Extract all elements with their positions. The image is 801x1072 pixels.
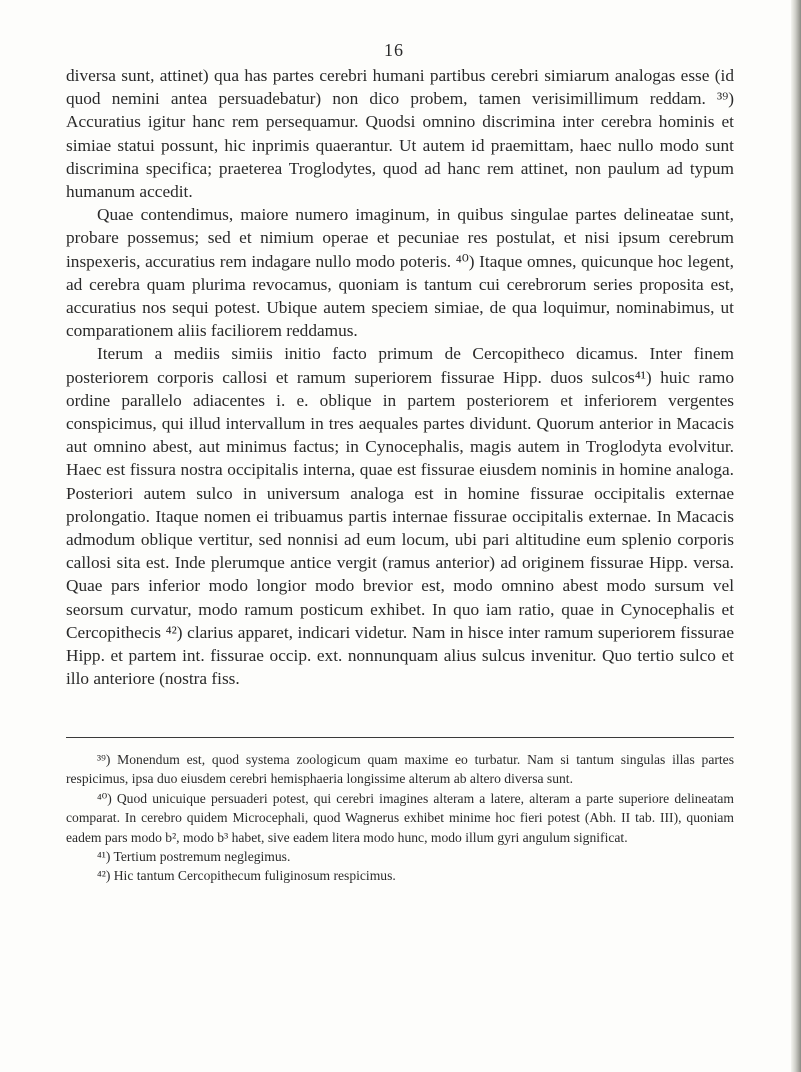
page-edge-shadow (791, 0, 801, 1072)
footnote-42: ⁴²) Hic tantum Cercopithecum fuliginosum respicimus. (97, 868, 396, 884)
footnotes (66, 750, 734, 886)
paragraph-3: Iterum a mediis simiis initio facto primum de Cercopitheco dicamus. Inter finem posteriorem corporis callosi et ramum superiorem fissurae Hipp. duos sulcos⁴¹) huic ramo ordine parallelo adiacentes i. e. oblique in partem posteriorem et inferiorem vergentes conspicimus, qui illud intervallum in tres aequales partes dividunt. Quorum anterior in Macacis aut omnino abest, aut minimus factus; in Cynocephalis, magis autem in Troglodyta evolvitur. Haec est fissura nostra occipitalis interna, quae est fissurae eiusdem nominis in homine analoga. Posteriori autem sulco in universum analoga est in homine fissurae occipitalis externae prolongatio. Itaque nomen ei tribuamus partis internae fissurae occipitalis externae. In Macacis admodum oblique vertitur, sed nonnisi ad eum locum, ubi pari altitudine eum splenio corporis callosi sita est. Inde plerumque antice vergit (ramus anterior) ad originem fissurae Hipp. versa. Quae pars inferior modo longior modo brevior est, modo omnino abest modo sursum vel seorsum curvatur, modo ramum posticum exhibet. In quo iam ratio, quae in Cynocephalis et Cercopithecis ⁴²) clarius apparet, indicari videtur. Nam in hisce inter ramum superiorem fissurae Hipp. et partem int. fissurae occip. ext. nonnunquam alius sulcus invenitur. Quo tertio sulco et illo anteriore (nostra fiss. (66, 344, 734, 689)
main-text (66, 64, 734, 690)
paragraph-1: diversa sunt, attinet) qua has partes cerebri humani partibus cerebri simiarum analogas esse (id quod nemini antea persuadebatur) non dico probem, tamen verisimillimum reddam. ³⁹) Accuratius igitur hanc rem persequamur. Quodsi omnino discrimina inter cerebra hominis et simiae statui possunt, hic inprimis quaerantur. Ut autem id praemittam, haec nullo modo sunt discrimina specifica; praeterea Troglodytes, quod ad hanc rem attinet, non paulum ad typum humanum accedit. (66, 66, 734, 202)
footnote-divider (66, 737, 734, 738)
paragraph-2: Quae contendimus, maiore numero imaginum, in quibus singulae partes delineatae sunt, probare possemus; sed et nimium operae et pecuniae res postulat, et nisi ipsum cerebrum inspexeris, accuratius rem indagare nullo modo poteris. ⁴⁰) Itaque omnes, quicunque hoc legent, ad cerebra quam plurima revocamus, quoniam is tantum cui cerebrorum series proposita est, accuratius nos sequi potest. Ubique autem speciem simiae, de qua loquimur, nominabimus, ut comparationem aliis faciliorem reddamus. (66, 205, 734, 341)
footnote-39: ³⁹) Monendum est, quod systema zoologicum quam maxime eo turbatur. Nam si tantum singulas illas partes respicimus, ipsa duo eiusdem cerebri hemisphaeria longissime alterum ab altero diversa sunt. (66, 752, 734, 787)
page-number: 16 (384, 40, 404, 60)
footnote-40: ⁴⁰) Quod unicuique persuaderi potest, qui cerebri imagines alteram a latere, alteram a parte superiore delineatam comparat. In cerebro quidem Microcephali, quod Wagnerus exhibet minime hoc fieri potest (Abh. II tab. III), quoniam eadem pars modo b², modo b³ habet, sive eadem litera modo hunc, modo illum gyri angulum significat. (66, 790, 734, 845)
footnote-41: ⁴¹) Tertium postremum neglegimus. (97, 849, 291, 865)
